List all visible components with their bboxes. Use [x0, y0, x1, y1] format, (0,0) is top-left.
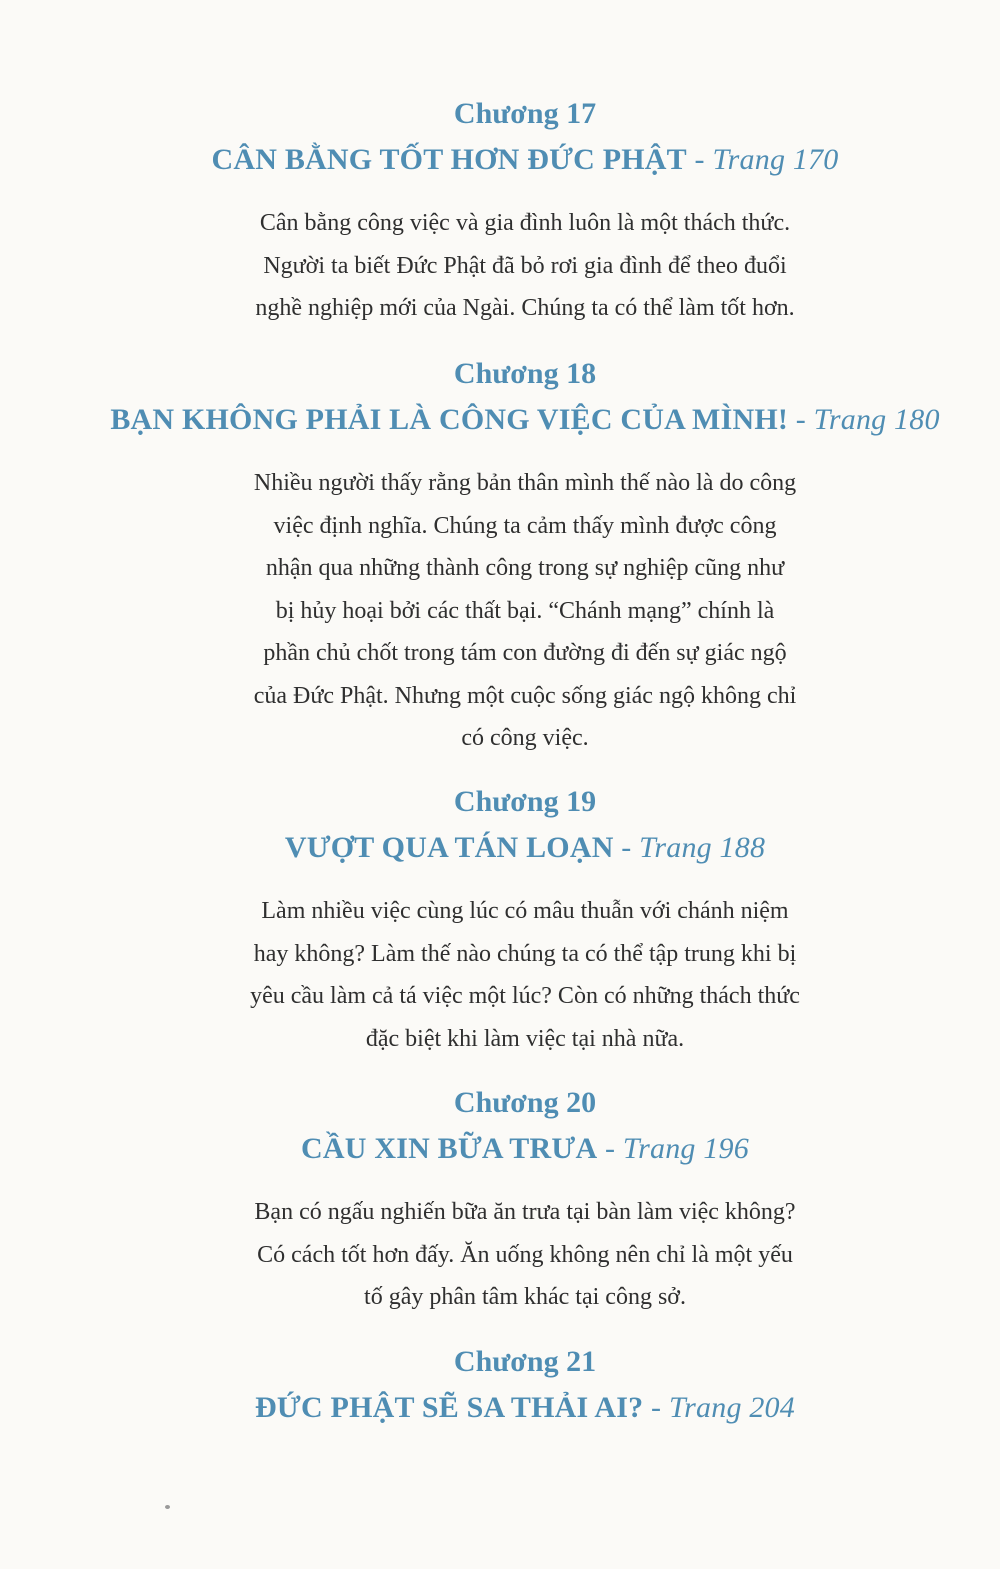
chapter-description	[175, 462, 875, 760]
chapter-title-text: VƯỢT QUA TÁN LOẠN	[284, 831, 614, 864]
title-separator: -	[643, 1391, 669, 1424]
description-line: Nhiều người thấy rằng bản thân mình thế nào là do công	[253, 470, 797, 496]
chapter-title-text: ĐỨC PHẬT SẼ SA THẢI AI?	[255, 1391, 644, 1424]
description-line: Có cách tốt hơn đấy. Ăn uống không nên chỉ là một yếu	[257, 1241, 793, 1268]
description-line: Người ta biết Đức Phật đã bỏ rơi gia đình để theo đuổi	[263, 252, 787, 279]
chapter-number: Chương 19	[453, 785, 597, 818]
description-line: nghề nghiệp mới của Ngài. Chúng ta có thể làm tốt hơn.	[255, 295, 795, 321]
page-reference: Trang 180	[813, 403, 940, 436]
description-line: yêu cầu làm cả tá việc một lúc? Còn có những thách thức	[250, 983, 800, 1009]
description-line: của Đức Phật. Nhưng một cuộc sống giác ngộ không chỉ	[253, 682, 797, 709]
description-line: tố gây phân tâm khác tại công sở.	[364, 1284, 686, 1310]
chapter-title-text: CẦU XIN BỮA TRƯA	[301, 1132, 598, 1165]
page-reference: Trang 196	[622, 1132, 749, 1165]
title-separator: -	[597, 1132, 623, 1165]
chapter-20	[100, 1085, 950, 1319]
title-separator: -	[613, 831, 640, 864]
chapter-19	[100, 784, 950, 1060]
description-line: Bạn có ngấu nghiến bữa ăn trưa tại bàn làm việc không?	[254, 1199, 796, 1225]
chapter-description	[175, 1191, 875, 1319]
page-reference: Trang 204	[668, 1391, 795, 1424]
description-line: Làm nhiều việc cùng lúc có mâu thuẫn với chánh niệm	[261, 898, 789, 924]
chapter-title	[100, 828, 950, 868]
chapter-title	[100, 140, 950, 180]
chapter-description	[175, 890, 875, 1060]
chapter-title	[100, 400, 950, 440]
chapter-21	[100, 1344, 950, 1428]
chapter-title-text: CÂN BẰNG TỐT HƠN ĐỨC PHẬT	[211, 143, 687, 176]
chapter-17	[100, 96, 950, 330]
title-separator: -	[788, 403, 814, 436]
chapter-number: Chương 21	[453, 1345, 597, 1378]
description-line: bị hủy hoại bởi các thất bại. “Chánh mạng” chính là	[275, 597, 775, 624]
chapter-number: Chương 17	[453, 97, 597, 130]
description-line: hay không? Làm thế nào chúng ta có thể tập trung khi bị	[253, 940, 797, 967]
page-reference: Trang 188	[639, 831, 766, 864]
title-separator: -	[686, 143, 713, 176]
description-line: đặc biệt khi làm việc tại nhà nữa.	[365, 1025, 685, 1052]
description-line: việc định nghĩa. Chúng ta cảm thấy mình được công	[273, 512, 777, 539]
description-line: Cân bằng công việc và gia đình luôn là một thách thức.	[259, 210, 791, 236]
description-line: nhận qua những thành công trong sự nghiệp cũng như	[265, 555, 785, 581]
chapter-number: Chương 18	[453, 357, 597, 390]
page-reference: Trang 170	[712, 143, 839, 176]
description-line: có công việc.	[461, 725, 589, 751]
chapter-title	[100, 1129, 950, 1169]
chapter-description	[175, 202, 875, 330]
chapter-number: Chương 20	[453, 1086, 597, 1119]
description-line: phần chủ chốt trong tám con đường đi đến sự giác ngộ	[263, 640, 787, 666]
chapter-title-text: BẠN KHÔNG PHẢI LÀ CÔNG VIỆC CỦA MÌNH!	[110, 403, 789, 436]
chapter-18	[100, 356, 950, 760]
print-speck	[165, 1505, 170, 1509]
chapter-title	[100, 1388, 950, 1428]
